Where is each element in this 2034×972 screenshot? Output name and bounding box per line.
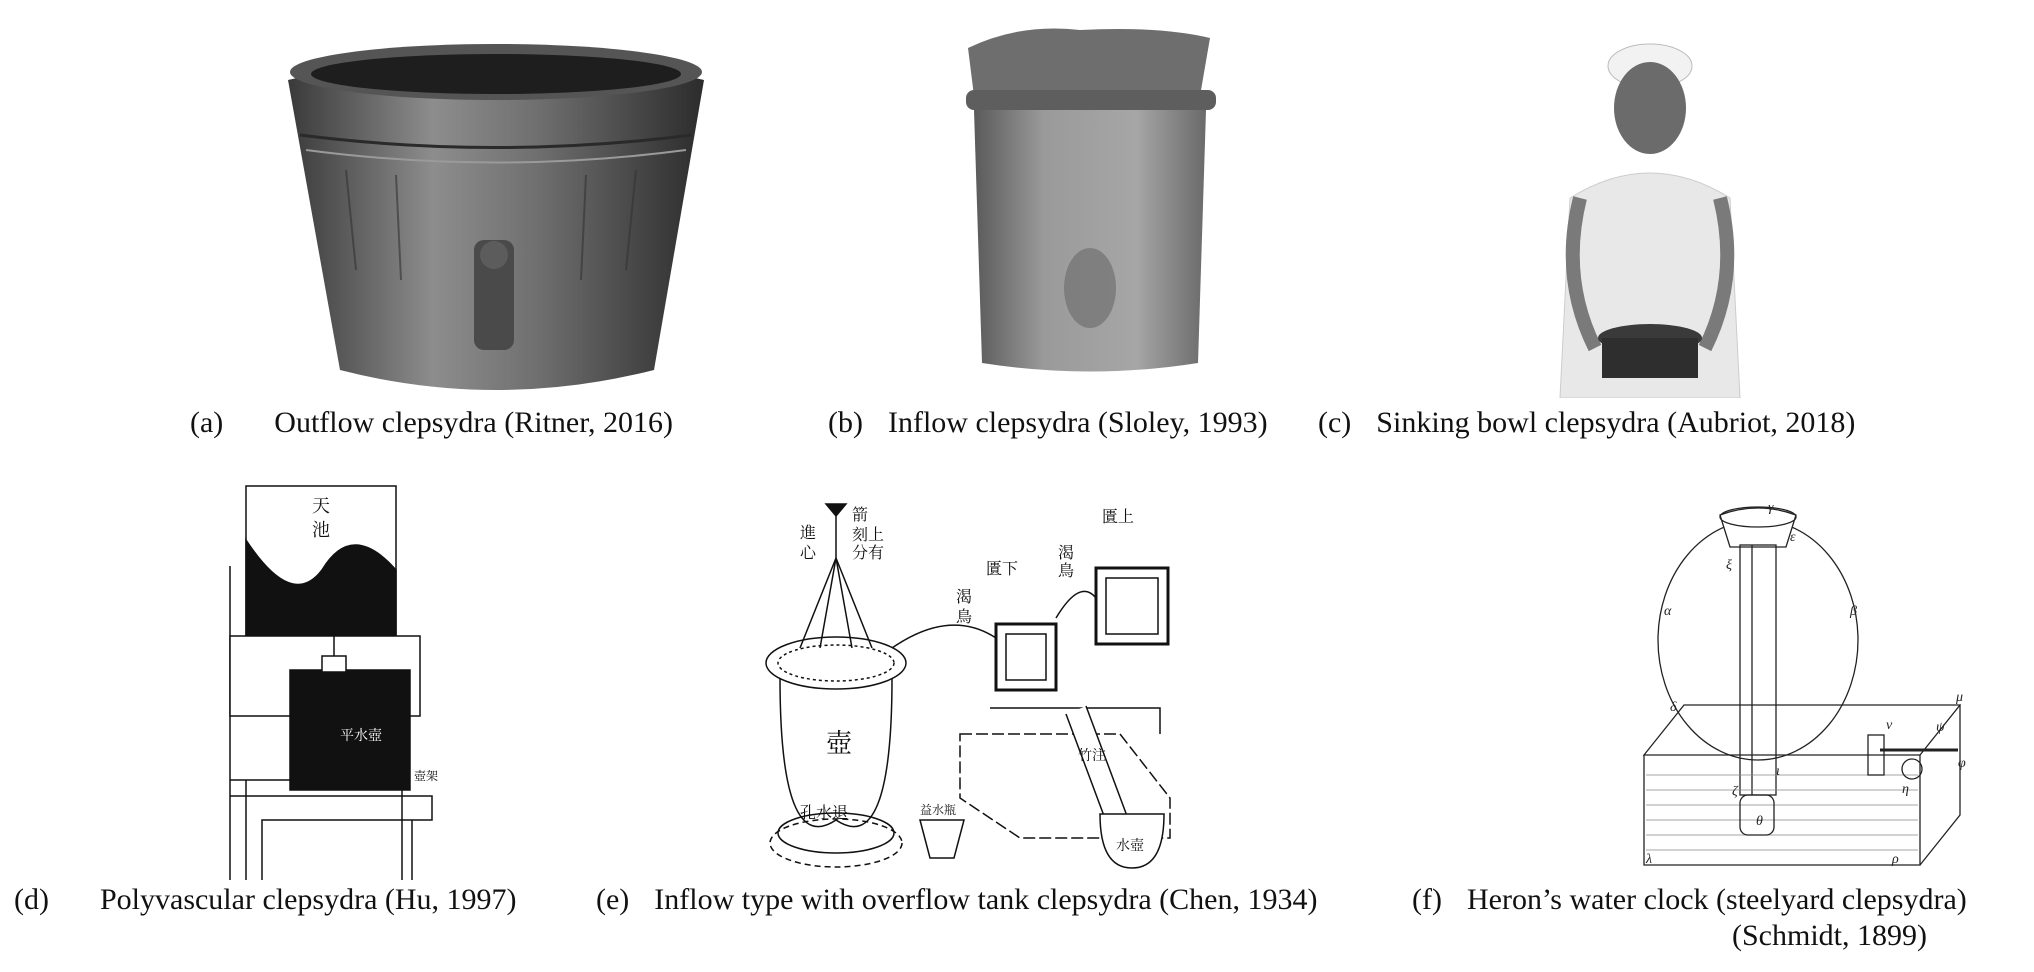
heron-water-clock-drawing bbox=[1640, 505, 1970, 870]
panel-f-caption: Heron’s water clock (steelyard clepsydra) bbox=[1466, 883, 1967, 916]
e-label-kongshuitui: 孔水退 bbox=[800, 805, 849, 822]
panel-d-caption: Polyvascular clepsydra (Hu, 1997) bbox=[99, 883, 517, 916]
panel-d-tag: (d) bbox=[14, 883, 49, 916]
overflow-tank-clepsydra-drawing bbox=[760, 498, 1220, 870]
f-label-iota: ι bbox=[1776, 764, 1780, 779]
f-label-eta: η bbox=[1902, 782, 1909, 797]
e-label-jin: 進 bbox=[800, 525, 817, 542]
inflow-clepsydra-photo bbox=[960, 18, 1220, 380]
e-label-yishuiping: 益水瓶 bbox=[920, 803, 957, 817]
e-label-niao1: 鳥 bbox=[956, 609, 973, 626]
panel-f-caption-line2: (Schmidt, 1899) bbox=[1732, 919, 1927, 952]
panel-c-caption: Sinking bowl clepsydra (Aubriot, 2018) bbox=[1376, 406, 1856, 439]
e-label-shuihu: 水壺 bbox=[1116, 839, 1144, 854]
e-label-xin: 心 bbox=[800, 545, 817, 562]
e-label-keshang: 刻上 bbox=[852, 527, 885, 544]
d-label-pingshuihu: 平水壺 bbox=[340, 729, 382, 744]
e-label-hu: 壺 bbox=[826, 729, 853, 758]
e-label-jian: 箭 bbox=[852, 507, 869, 524]
panel-a-caption: Outflow clepsydra (Ritner, 2016) bbox=[274, 406, 673, 439]
f-label-xi: ξ bbox=[1726, 558, 1732, 573]
f-label-nu: ν bbox=[1886, 718, 1893, 733]
panel-b-caption: Inflow clepsydra (Sloley, 1993) bbox=[887, 406, 1268, 439]
e-label-ke1: 渴 bbox=[956, 589, 973, 606]
f-label-psi: ψ bbox=[1936, 720, 1945, 735]
panel-f-tag: (f) bbox=[1412, 883, 1442, 916]
d-label-tian: 天 bbox=[312, 496, 330, 516]
panel-e-caption: Inflow type with overflow tank clepsydra (Chen, 1934) bbox=[654, 883, 1318, 916]
e-label-zhuzhu: 竹注 bbox=[1078, 749, 1106, 764]
f-label-gamma: γ bbox=[1768, 505, 1774, 515]
f-label-alpha: α bbox=[1664, 604, 1672, 619]
panel-a-tag: (a) bbox=[190, 406, 224, 439]
f-label-theta: θ bbox=[1756, 814, 1763, 829]
e-label-guixia: 匱下 bbox=[986, 561, 1019, 578]
f-label-beta: β bbox=[1850, 604, 1857, 619]
e-label-fenyou: 分有 bbox=[852, 545, 885, 562]
f-label-lambda: λ bbox=[1646, 852, 1653, 867]
f-label-phi: φ bbox=[1958, 756, 1966, 771]
e-label-ke2: 渴 bbox=[1058, 545, 1075, 562]
panel-e-tag: (e) bbox=[596, 883, 630, 916]
f-label-zeta: ζ bbox=[1732, 784, 1738, 799]
panel-b-tag: (b) bbox=[828, 406, 863, 439]
d-label-chi: 池 bbox=[312, 520, 330, 540]
f-label-mu: μ bbox=[1956, 690, 1964, 705]
sinking-bowl-clepsydra-photo bbox=[1540, 28, 1760, 398]
polyvascular-clepsydra-drawing bbox=[222, 480, 442, 880]
e-label-niao2: 鳥 bbox=[1058, 563, 1075, 580]
d-label-hujia: 壺架 bbox=[414, 769, 439, 783]
f-label-rho: ρ bbox=[1892, 852, 1899, 867]
e-label-guishang: 匱上 bbox=[1102, 509, 1135, 526]
f-label-epsilon: ε bbox=[1790, 530, 1796, 545]
f-label-delta: δ bbox=[1670, 700, 1677, 715]
panel-c-tag: (c) bbox=[1318, 406, 1352, 439]
outflow-clepsydra-photo bbox=[286, 40, 706, 395]
